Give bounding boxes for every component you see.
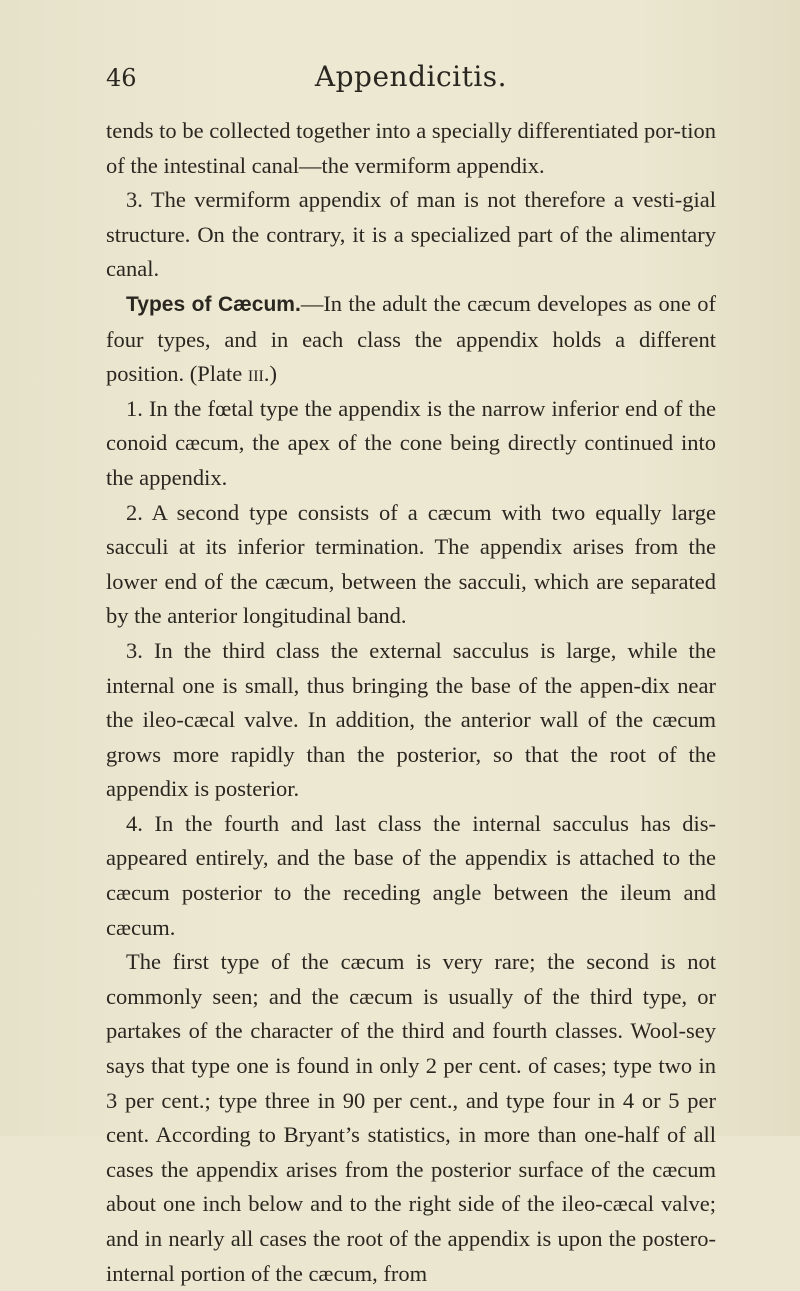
- paragraph-types-of-caecum: [106, 287, 716, 392]
- section-heading: Types of Cæcum.: [126, 292, 301, 316]
- body-text: [106, 114, 716, 1291]
- paragraph-type-two: 2. A second type consists of a cæcum with two equally large sacculi at its inferior termination. The appendix arises from the lower end of the cæcum, between the sacculi, which are separated by the anterior longitudinal band.: [106, 499, 716, 629]
- paragraph-type-one: 1. In the fœtal type the appendix is the narrow inferior end of the conoid cæcum, the apex of the cone being directly continued into the appendix.: [106, 395, 716, 490]
- page-number: 46: [106, 64, 137, 92]
- running-title: Appendicitis.: [314, 60, 508, 93]
- paragraph-type-three: 3. In the third class the external sacculus is large, while the internal one is small, thus bringing the base of the appen-dix near the ileo-cæcal valve. In addition, the anterior wall of the cæcum grows more rapidly than the posterior, so that the root of the appendix is posterior.: [106, 637, 716, 802]
- page-header: [106, 60, 716, 100]
- paragraph-statistics: The first type of the cæcum is very rare; the second is not commonly seen; and the cæcum is usually of the third type, or partakes of the character of the third and fourth classes. Wool-sey says that type one is found in only 2 per cent. of cases; type two in 3 per cent.; type three in 90 per cent., and type four in 4 or 5 per cent. According to Bryant’s statistics, in more than one-half of all cases the appendix arises from the posterior surface of the cæcum about one inch below and to the right side of the ileo-cæcal valve; and in nearly all cases the root of the appendix is upon the postero-internal portion of the cæcum, from: [106, 949, 716, 1286]
- section-intro-closing: .): [263, 361, 277, 387]
- section-intro-text: —In the adult the cæcum developes as one of four types, and in each class the appendix holds a different position. (Plate: [106, 290, 716, 387]
- paragraph-type-four: 4. In the fourth and last class the internal sacculus has dis-appeared entirely, and the base of the appendix is attached to the cæcum posterior to the receding angle between the ileum and cæcum.: [106, 810, 716, 940]
- plate-reference: iii: [247, 361, 264, 387]
- paragraph-continuation: tends to be collected together into a specially differentiated por-tion of the intestinal canal—the vermiform appendix.: [106, 118, 716, 178]
- paragraph-vestigial: 3. The vermiform appendix of man is not therefore a vesti-gial structure. On the contrary, it is a specialized part of the alimentary canal.: [106, 187, 716, 282]
